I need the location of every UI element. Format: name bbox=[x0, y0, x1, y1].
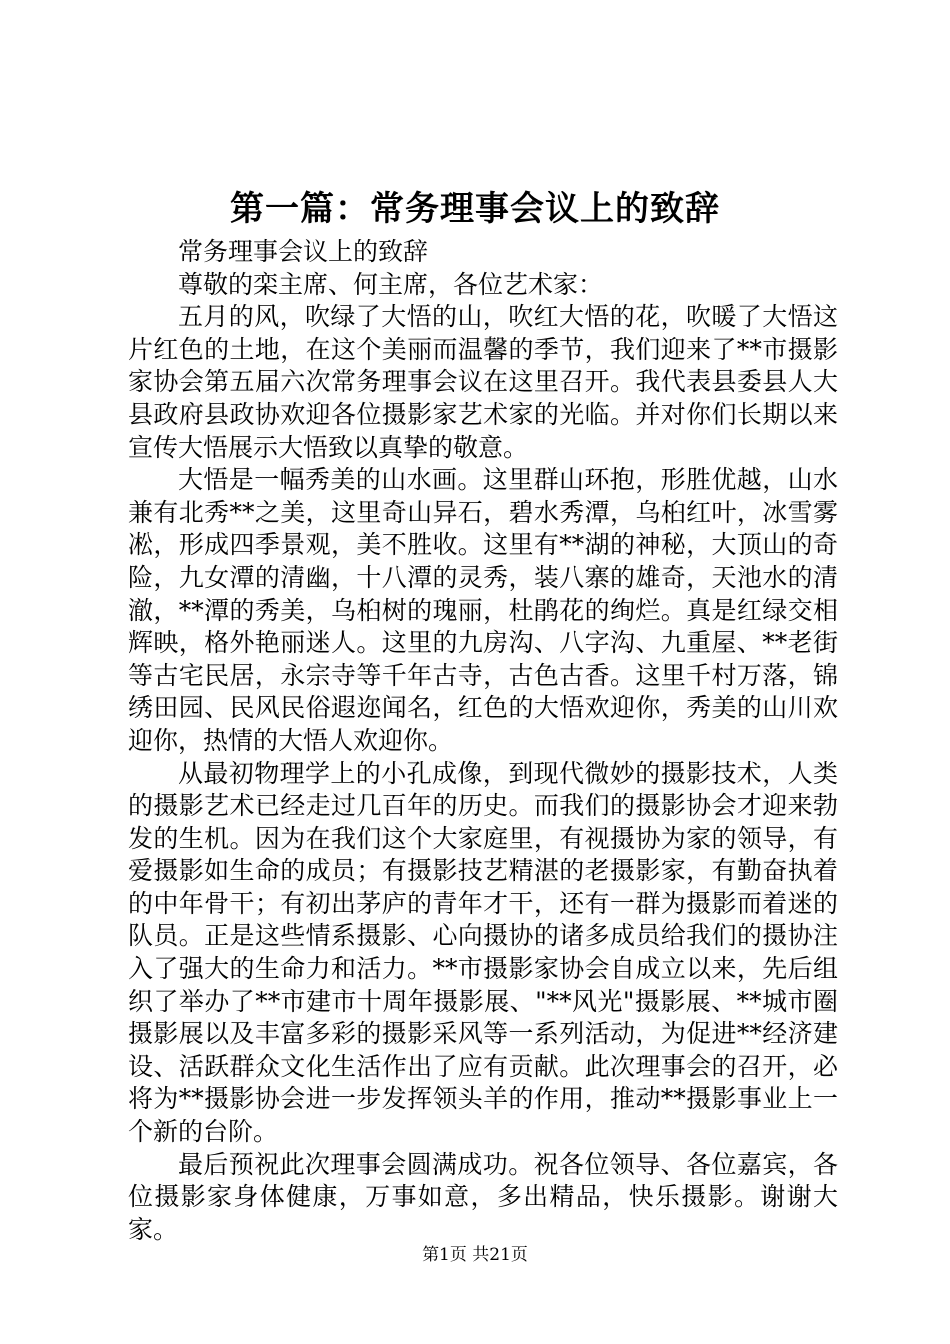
document-body bbox=[128, 236, 838, 1246]
paragraph-subtitle: 常务理事会议上的致辞 bbox=[178, 237, 429, 266]
paragraph-association: 从最初物理学上的小孔成像，到现代微妙的摄影技术，人类的摄影艺术已经走过几百年的历史。而我们的摄影协会才迎来勃发的生机。因为在我们这个大家庭里，有视摄协为家的领导，有爱摄影如生命的成员；有摄影技艺精湛的老摄影家，有勤奋执着的中年骨干；有初出茅庐的青年才干，还有一群为摄影而着迷的队员。正是这些情系摄影、心向摄协的诸多成员给我们的摄协注入了强大的生命力和活力。**市摄影家协会自成立以来，先后组织了举办了**市建市十周年摄影展、"**风光"摄影展、**城市圈摄影展以及丰富多彩的摄影采风等一系列活动，为促进**经济建设、活跃群众文化生活作出了应有贡献。此次理事会的召开，必将为**摄影协会进一步发挥领头羊的作用，推动**摄影事业上一个新的台阶。 bbox=[128, 758, 838, 1147]
paragraph-welcome: 五月的风，吹绿了大悟的山，吹红大悟的花，吹暖了大悟这片红色的土地，在这个美丽而温馨的季节，我们迎来了**市摄影家协会第五届六次常务理事会议在这里召开。我代表县委县人大县政府县政协欢迎各位摄影家艺术家的光临。并对你们长期以来宣传大悟展示大悟致以真挚的敬意。 bbox=[128, 302, 838, 462]
page-number-footer: 第1页 共21页 bbox=[422, 1245, 528, 1265]
document-title: 第一篇：常务理事会议上的致辞 bbox=[230, 189, 720, 229]
paragraph-closing: 最后预祝此次理事会圆满成功。祝各位领导、各位嘉宾，各位摄影家身体健康，万事如意，多出精品，快乐摄影。谢谢大家。 bbox=[128, 1149, 838, 1244]
paragraph-scenery: 大悟是一幅秀美的山水画。这里群山环抱，形胜优越，山水兼有北秀**之美，这里奇山异石，碧水秀潭，乌桕红叶，冰雪雾凇，形成四季景观，美不胜收。这里有**湖的神秘，大顶山的奇险，九女潭的清幽，十八潭的灵秀，装八寨的雄奇，天池水的清澈，**潭的秀美，乌桕树的瑰丽，杜鹃花的绚烂。真是红绿交相辉映，格外艳丽迷人。这里的九房沟、八字沟、九重屋、**老街等古宅民居，永宗寺等千年古寺，古色古香。这里千村万落，锦绣田园、民风民俗遐迩闻名，红色的大悟欢迎你，秀美的山川欢迎你，热情的大悟人欢迎你。 bbox=[128, 465, 838, 755]
paragraph-salutation: 尊敬的栾主席、何主席，各位艺术家： bbox=[178, 269, 604, 299]
